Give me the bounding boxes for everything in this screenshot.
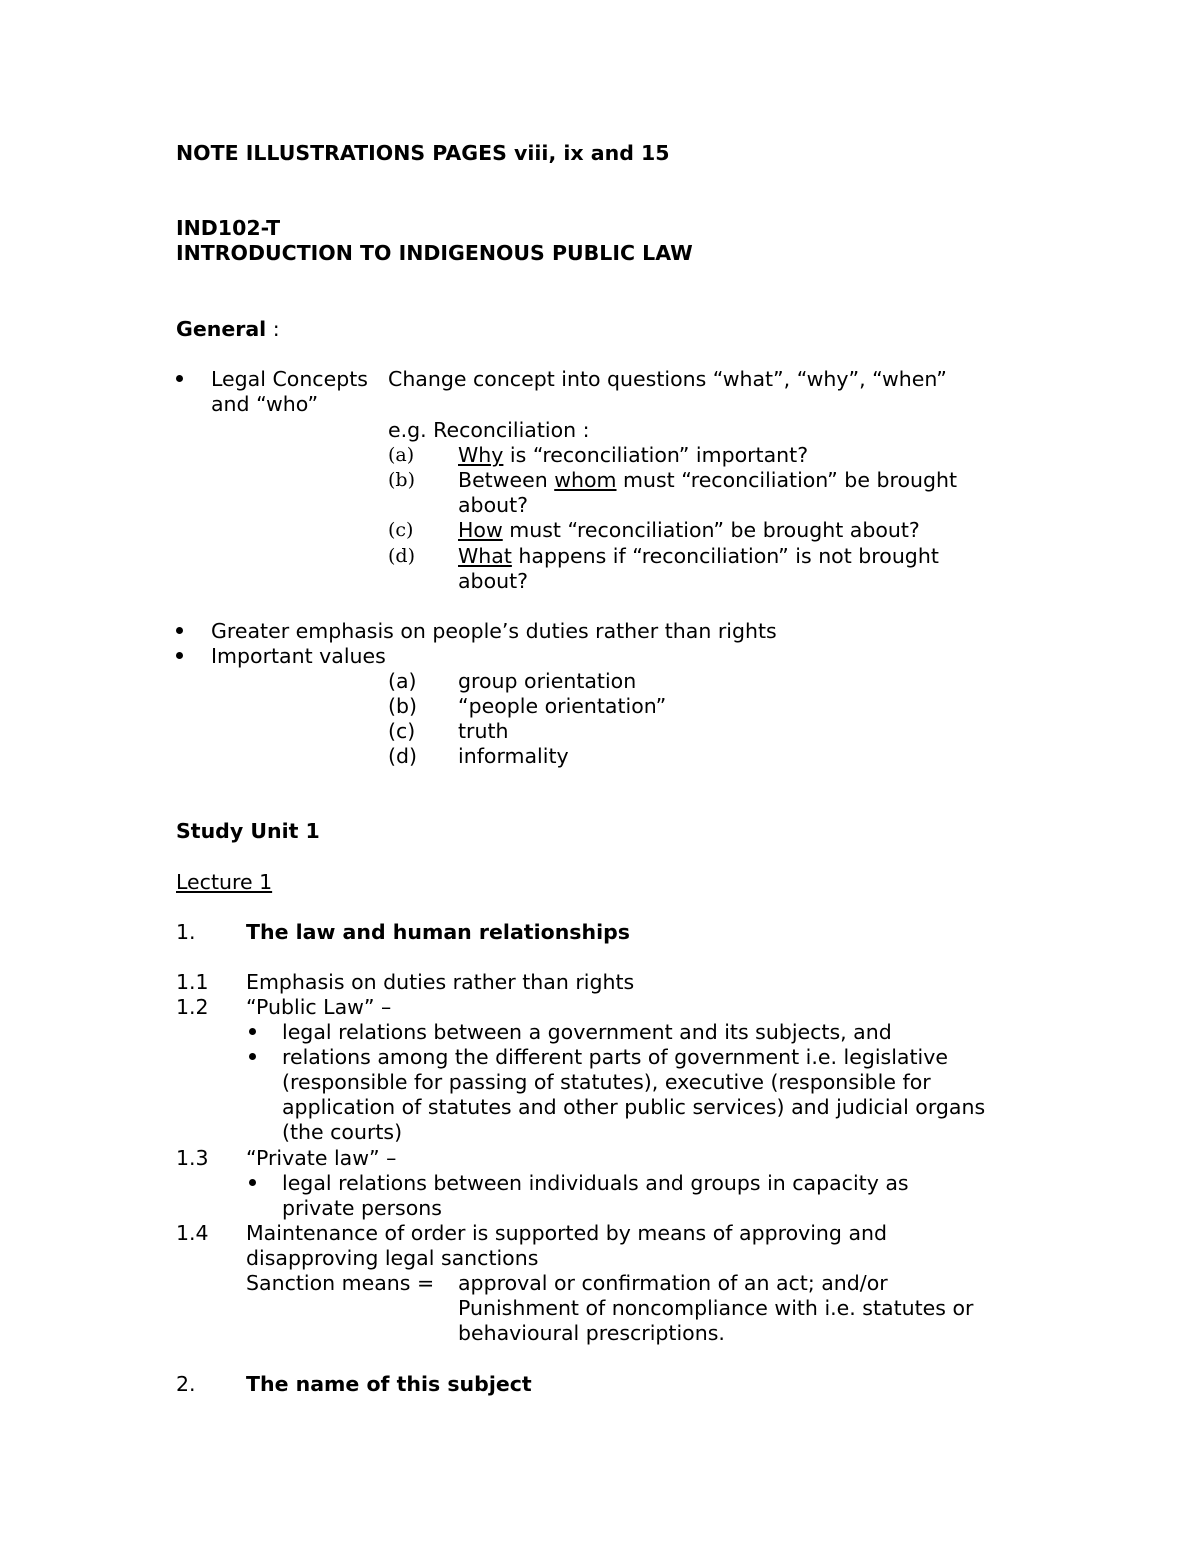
general-heading: General : [176,317,280,341]
bullet-icon [176,375,183,382]
note-heading: NOTE ILLUSTRATIONS PAGES viii, ix and 15 [176,141,670,165]
bullet-icon [176,652,183,659]
bullet-icon [249,1028,256,1035]
question-letter: (d) [388,545,415,567]
lecture-heading: Lecture 1 [176,870,273,894]
item-number: 1.2 [176,995,209,1019]
item-text: Emphasis on duties rather than rights [246,970,635,994]
study-unit-heading: Study Unit 1 [176,819,320,843]
question-letter: (c) [388,519,414,541]
course-title: INTRODUCTION TO INDIGENOUS PUBLIC LAW [176,241,693,265]
item-text: Maintenance of order is supported by means of approving and [246,1221,888,1245]
bullet-icon [176,627,183,634]
question-b-cont: about? [458,493,529,517]
sanction-text: approval or confirmation of an act; and/or [458,1271,888,1295]
value-item: informality [458,744,569,768]
emphasis-text: Greater emphasis on people’s duties rather than rights [211,619,777,643]
question-d: What happens if “reconciliation” is not brought [458,544,939,568]
section-number: 2. [176,1372,196,1396]
item-number: 1.3 [176,1146,209,1170]
question-b: Between whom must “reconciliation” be brought [458,468,958,492]
sanction-text: behavioural prescriptions. [458,1321,725,1345]
section-title: The name of this subject [246,1372,532,1396]
item-text: disapproving legal sanctions [246,1246,539,1270]
value-item: “people orientation” [458,694,667,718]
sanction-label: Sanction means = [246,1271,435,1295]
values-label: Important values [211,644,386,668]
example-intro: e.g. Reconciliation : [388,418,590,442]
bullet-icon [249,1179,256,1186]
sub-item-text: legal relations between individuals and groups in capacity as [282,1171,909,1195]
value-item: group orientation [458,669,637,693]
legal-concepts-text: Change concept into questions “what”, “why”, “when” [388,367,947,391]
sub-item-text: (the courts) [282,1120,403,1144]
sub-item-text: legal relations between a government and its subjects, and [282,1020,892,1044]
item-number: 1.4 [176,1221,209,1245]
value-letter: (a) [388,669,417,693]
section-title: The law and human relationships [246,920,630,944]
section-number: 1. [176,920,196,944]
sub-item-text: relations among the different parts of government i.e. legislative [282,1045,948,1069]
value-letter: (c) [388,719,416,743]
question-a: Why is “reconciliation” important? [458,443,809,467]
value-letter: (b) [388,694,418,718]
item-text: “Public Law” – [246,995,392,1019]
sub-item-text: (responsible for passing of statutes), executive (responsible for [282,1070,931,1094]
course-code: IND102-T [176,216,281,240]
sub-item-text: private persons [282,1196,442,1220]
question-letter: (a) [388,444,415,466]
value-item: truth [458,719,509,743]
legal-concepts-label: Legal Concepts [211,367,368,391]
value-letter: (d) [388,744,418,768]
item-text: “Private law” – [246,1146,397,1170]
question-c: How must “reconciliation” be brought about? [458,518,920,542]
legal-concepts-text-cont: and “who” [211,392,319,416]
sub-item-text: application of statutes and other public services) and judicial organs [282,1095,986,1119]
sanction-text: Punishment of noncompliance with i.e. statutes or [458,1296,974,1320]
bullet-icon [249,1053,256,1060]
question-d-cont: about? [458,569,529,593]
question-letter: (b) [388,469,415,491]
item-number: 1.1 [176,970,209,994]
